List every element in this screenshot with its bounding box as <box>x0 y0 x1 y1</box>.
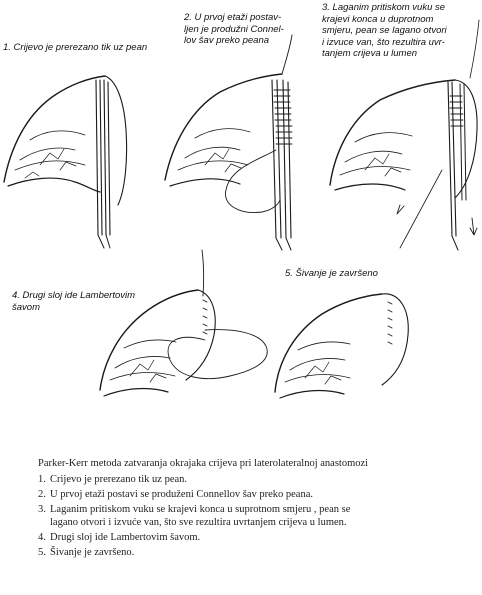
illustration-step-3 <box>330 20 479 250</box>
caption-step-number: 4. <box>38 532 46 543</box>
caption-step-text: Drugi sloj ide Lambertovim šavom. <box>50 532 201 543</box>
caption-step-text: Laganim pritiskom vuku se krajevi konca u suprotnom smjeru , pean se lagano otvori i izvuće van, što sve rezultira uvrtanjem crijeva u lumen. <box>50 504 351 528</box>
caption-step-number: 5. <box>38 547 46 558</box>
caption-step-text: Crijevo je prerezano tik uz pean. <box>50 474 188 485</box>
caption-step-text: Šivanje je završeno. <box>50 547 135 558</box>
caption-step-number: 1. <box>38 474 46 485</box>
list-item <box>38 473 478 486</box>
step-3-label: 3. Laganim pritiskom vuku se krajevi konca u duprotnom smjeru, pean se lagano otvori i izvuce van, što rezultira uvr- tanjem crijeva u lumen <box>322 2 447 59</box>
list-item <box>38 546 478 559</box>
list-item <box>38 488 478 501</box>
step-2-label: 2. U prvoj etaži postav- ljen je produžni Connel- lov šav preko peana <box>184 12 284 46</box>
caption-step-number: 3. <box>38 504 46 515</box>
illustration-step-2 <box>165 35 292 250</box>
caption-steps-list <box>38 473 478 559</box>
list-item <box>38 503 478 529</box>
caption-step-number: 2. <box>38 489 46 500</box>
illustration-step-4 <box>100 250 267 396</box>
caption-step-text: U prvoj etaži postavi se produženi Connellov šav preko peana. <box>50 489 314 500</box>
illustration-step-1 <box>4 76 127 248</box>
caption-title: Parker-Kerr metoda zatvaranja okrajaka crijeva pri laterolateralnoj anastomozi <box>38 458 369 469</box>
illustration-step-5 <box>275 294 408 398</box>
list-item <box>38 531 478 544</box>
step-1-label: 1. Crijevo je prerezano tik uz pean <box>3 42 148 53</box>
step-5-label: 5. Šivanje je završeno <box>285 268 378 279</box>
step-4-label: 4. Drugi sloj ide Lambertovim šavom <box>12 290 136 313</box>
figure-caption <box>38 458 478 561</box>
